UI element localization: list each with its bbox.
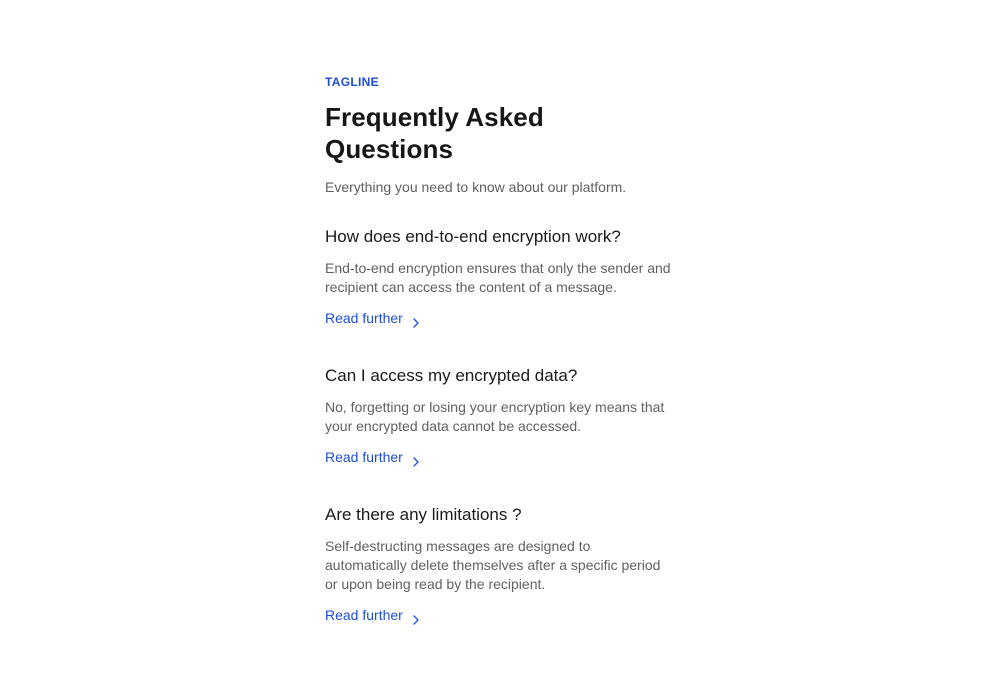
- read-further-link[interactable]: [325, 606, 420, 625]
- read-further-label: Read further: [325, 607, 403, 623]
- chevron-right-icon: [412, 314, 420, 324]
- faq-question: Are there any limitations ?: [325, 505, 522, 524]
- faq-question: How does end-to-end encryption work?: [325, 227, 621, 246]
- faq-section: [325, 74, 675, 661]
- tagline: TAGLINE: [325, 75, 379, 89]
- read-further-label: Read further: [325, 449, 403, 465]
- faq-question: Can I access my encrypted data?: [325, 366, 578, 385]
- faq-item: [325, 364, 675, 467]
- faq-list: [325, 225, 675, 625]
- faq-answer: No, forgetting or losing your encryption key means that your encrypted data cannot be accessed.: [325, 399, 665, 434]
- faq-item: [325, 225, 675, 328]
- faq-answer: Self-destructing messages are designed to automatically delete themselves after a specific period or upon being read by the recipient.: [325, 538, 661, 592]
- faq-item: [325, 503, 675, 625]
- chevron-right-icon: [412, 611, 420, 621]
- chevron-right-icon: [412, 453, 420, 463]
- faq-answer: End-to-end encryption ensures that only the sender and recipient can access the content of a message.: [325, 260, 671, 295]
- read-further-label: Read further: [325, 310, 403, 326]
- page-title: Frequently Asked Questions: [325, 102, 544, 164]
- read-further-link[interactable]: [325, 448, 420, 467]
- read-further-link[interactable]: [325, 309, 420, 328]
- page-subtitle: Everything you need to know about our platform.: [325, 179, 627, 195]
